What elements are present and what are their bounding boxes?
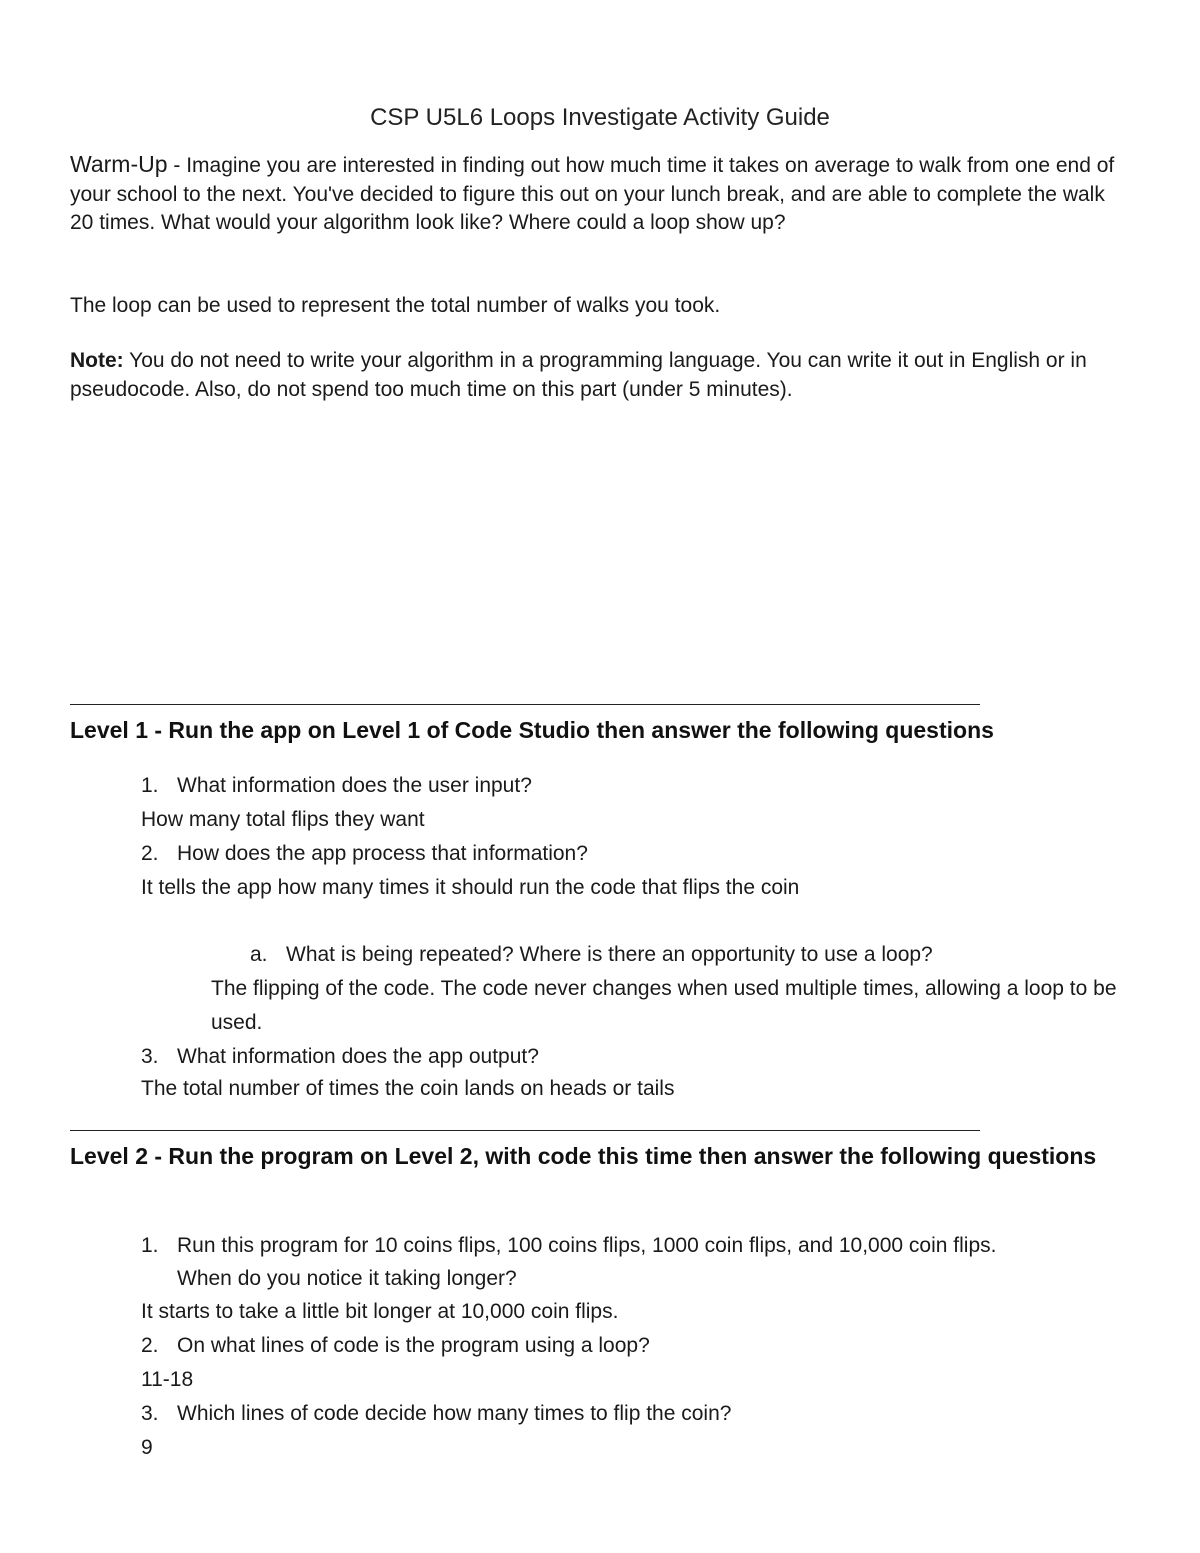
level2-question-2	[141, 1331, 650, 1361]
question-number: 2.	[141, 842, 159, 865]
question-number: 1.	[141, 774, 159, 797]
question-number: a.	[250, 943, 268, 966]
question-text-line-2: When do you notice it taking longer?	[177, 1267, 517, 1290]
level1-answer-2a: The flipping of the code. The code never changes when used multiple times, allowing a loop to be used.	[211, 977, 1117, 1034]
level2-answer-3: 9	[141, 1436, 153, 1459]
question-text-line-1: Run this program for 10 coins flips, 100 coins flips, 1000 coin flips, and 10,000 coin flips.	[177, 1234, 997, 1257]
level1-question-2a	[250, 940, 933, 970]
warmup-text: Imagine you are interested in finding out how much time it takes on average to walk from one end of your school to the next. You've decided to figure this out on your lunch break, and are able to complete the walk 20 times. What would your algorithm look like? Where could a loop show up?	[70, 154, 1115, 234]
warmup-prompt	[70, 150, 1130, 238]
question-number: 3.	[141, 1402, 159, 1425]
level1-answer-1: How many total flips they want	[141, 808, 425, 831]
warmup-note	[70, 347, 1130, 404]
warmup-separator: -	[167, 154, 187, 177]
question-text: Which lines of code decide how many times to flip the coin?	[177, 1402, 732, 1425]
question-text: What information does the user input?	[177, 774, 532, 797]
question-number: 1.	[141, 1234, 159, 1257]
warmup-answer: The loop can be used to represent the total number of walks you took.	[70, 294, 721, 317]
warmup-label: Warm-Up	[70, 151, 168, 177]
question-text: What is being repeated? Where is there an opportunity to use a loop?	[286, 943, 933, 966]
question-number: 2.	[141, 1334, 159, 1357]
level1-answer-2: It tells the app how many times it should run the code that flips the coin	[141, 876, 800, 899]
question-number: 3.	[141, 1045, 159, 1068]
level2-heading: Level 2 - Run the program on Level 2, with code this time then answer the following questions	[70, 1143, 1097, 1169]
level2-question-1	[141, 1229, 1131, 1295]
question-text: What information does the app output?	[177, 1045, 539, 1068]
level2-question-3	[141, 1399, 731, 1429]
question-text: On what lines of code is the program using a loop?	[177, 1334, 650, 1357]
level2-answer-2: 11-18	[141, 1368, 194, 1391]
level1-heading: Level 1 - Run the app on Level 1 of Code Studio then answer the following questions	[70, 717, 994, 743]
level1-question-2	[141, 839, 588, 869]
note-text: You do not need to write your algorithm in a programming language. You can write it out in English or in pseudocode. Also, do not spend too much time on this part (under 5 minutes).	[70, 349, 1087, 401]
note-label: Note:	[70, 349, 124, 372]
question-text: How does the app process that information?	[177, 842, 588, 865]
section-divider	[70, 1130, 980, 1131]
section-divider	[70, 704, 980, 705]
level1-question-1	[141, 771, 532, 801]
level1-answer-3: The total number of times the coin lands on heads or tails	[141, 1077, 675, 1100]
level1-question-3	[141, 1042, 539, 1072]
level2-answer-1: It starts to take a little bit longer at 10,000 coin flips.	[141, 1300, 619, 1323]
document-title: CSP U5L6 Loops Investigate Activity Guide	[370, 104, 830, 131]
